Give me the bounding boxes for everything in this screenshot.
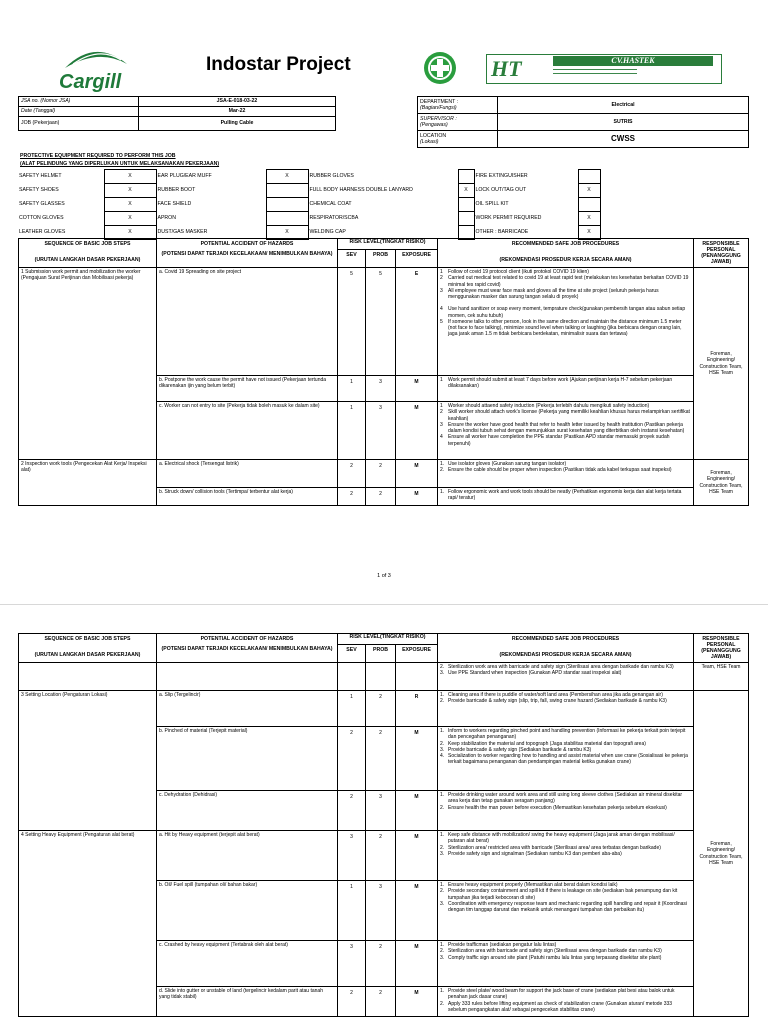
procedure-item [440, 988, 691, 1001]
ppe-item-label: CHEMICAL COAT [309, 201, 352, 208]
procedure-item [440, 1001, 691, 1014]
info-value: Mar-22 [139, 107, 336, 117]
ppe-item-label: RUBBER BOOT [157, 187, 196, 194]
ppe-checkbox [458, 198, 474, 212]
hazard-cell: c. Crashed by heavy equipment (Tertabrak oleh alat berat) [157, 941, 338, 987]
table-row [19, 663, 749, 691]
job-info-table [18, 96, 336, 131]
exposure-cell: E [396, 268, 438, 376]
procedure-item [440, 409, 691, 422]
procedure-number: 3. [440, 850, 445, 857]
ppe-checkbox: X [578, 184, 600, 198]
procedure-item [440, 467, 691, 473]
procedure-text: Follow of covid 19 protocol client (ikuti protokol COVID 19 klien) [448, 269, 589, 275]
hastek-company-name: CV.HASTEK [553, 56, 713, 66]
procedure-cell [438, 376, 694, 402]
procedure-item [440, 955, 691, 961]
info-value: JSA-E-018-03-22 [139, 97, 336, 107]
procedure-cell [438, 727, 694, 791]
procedure-number: 1. [440, 792, 445, 798]
prob-cell: 2 [366, 727, 396, 791]
exposure-cell: M [396, 987, 438, 1017]
job-step-cell: 4 Setting Heavy Equipment (Pengaturan alat berat) [19, 831, 157, 1017]
prob-cell: 3 [366, 402, 396, 460]
procedure-item [440, 319, 691, 338]
ppe-item-label: RESPIRATOR/SCBA [309, 215, 359, 222]
procedure-text: Provide trafficman (sediakan pengatur lalu lintas) [448, 942, 557, 948]
procedure-text: Apply 333 rules before lifting equipment as check of stabilization crane (Gunakan aturan/ metode 333 sebelum pengangkatan alat/ sebagai pengecekan stabilitas crane) [448, 1000, 673, 1013]
ppe-checkbox [266, 198, 308, 212]
exposure-cell: M [396, 727, 438, 791]
ppe-checkbox [458, 170, 474, 184]
col-header-sev: SEV [338, 645, 366, 663]
procedure-text: Comply traffic sign around site plant (Patuhi rambu lalu lintas yang terpasang disekitar site plant) [448, 954, 662, 961]
col-header-procedure: RECOMMENDED SAFE JOB PROCEDURES (REKOMENDASI PROSEDUR KERJA SECARA AMAN) [438, 634, 694, 663]
procedure-item [440, 805, 691, 811]
procedure-cell [438, 663, 694, 691]
procedure-text: Use isolator gloves (Gunakan sarung tangan isolator) [448, 461, 567, 467]
cargill-logo-text: Cargill [59, 71, 122, 93]
procedure-text: Cleaning area if there is puddle of water/soft land area (Pembersihan area jika ada genangan air) [448, 692, 663, 698]
prob-cell: 2 [366, 987, 396, 1017]
procedure-number: 3. [440, 954, 445, 961]
procedure-text: Provide barricade & safety sign (Sediakan barikade & rambu K3) [448, 746, 592, 753]
col-header-prob: PROB [366, 645, 396, 663]
ppe-item-label: FACE SHIELD [157, 201, 192, 208]
page-title: Indostar Project [206, 54, 351, 75]
procedure-item [440, 422, 691, 435]
ppe-item-label: EAR PLUG/EAR MUFF [157, 173, 212, 180]
hazard-cell: d. Slide into gutter or unstable of land (tergelincir kedalam parit atau tanah yang tidak stabil) [157, 987, 338, 1017]
responsible-cell: Team, HSE Team [694, 663, 749, 691]
col-header-risk: RISK LEVEL(TINGKAT RISIKO) [338, 239, 438, 250]
col-header-exposure: EXPOSURE [396, 645, 438, 663]
prob-cell: 2 [366, 460, 396, 488]
info-label: LOCATION [420, 132, 447, 139]
info-label: Date (Tanggal) [19, 107, 139, 117]
procedure-cell [438, 268, 694, 376]
info-label: JSA no. (Nomor JSA) [19, 97, 139, 107]
procedure-number: 1. [440, 988, 445, 994]
ppe-item-label: SAFETY SHOES [19, 187, 59, 194]
hazard-cell: a. Covid 19 Spreading on site project [157, 268, 338, 376]
procedure-text: Provide safety sign and signalman (Sediakan rambu K3 dan pemberi aba-aba) [448, 850, 622, 857]
ppe-table [18, 169, 749, 240]
exposure-cell: M [396, 831, 438, 881]
table-row [19, 268, 749, 376]
sev-cell: 3 [338, 941, 366, 987]
prob-cell: 3 [366, 881, 396, 941]
procedure-cell [438, 881, 694, 941]
info-value: Pulling Cable [139, 117, 336, 131]
exposure-cell: M [396, 881, 438, 941]
procedure-text: Use hand sanitizer or soap every moment, temprature check(gunakan pembersih tangan atau sabun setiap momen, cek suhu tubuh) [448, 306, 686, 319]
procedure-text: Skill worker should attach work's license (Pekerja yang memiliki keahlian khusus harus melampirkan sertifikat keahlian) [448, 409, 690, 422]
col-header-exposure: EXPOSURE [396, 250, 438, 268]
responsible-cell: Foreman, Engineering/ Construction Team, HSE Team [694, 268, 749, 460]
procedure-cell [438, 941, 694, 987]
procedure-number: 1 [440, 269, 443, 275]
responsible-cell: Foreman, Engineering/ Construction Team, HSE Team [694, 691, 749, 1017]
ppe-heading: PROTECTIVE EQUIPMENT REQUIRED TO PERFORM THIS JOB [20, 153, 176, 159]
procedure-text: Provide barricade & safety sign (slip, trip, fall, swing crane hazard (Sediakan barikade & rambu K3) [448, 698, 667, 705]
ppe-item-label: WORK PERMIT REQUIRED [475, 215, 542, 222]
hazard-cell: a. Slip (Tergelincir) [157, 691, 338, 727]
sev-cell: 2 [338, 488, 366, 506]
ppe-checkbox [266, 212, 308, 226]
procedure-cell [438, 791, 694, 831]
info-label: DEPARTMENT : [420, 98, 459, 105]
procedure-number: 1. [440, 489, 445, 495]
col-header-sequence: SEQUENCE OF BASIC JOB STEPS (URUTAN LANGKAH DASAR PEKERJAAN) [19, 634, 157, 663]
ppe-checkbox [578, 198, 600, 212]
sev-cell: 5 [338, 268, 366, 376]
col-header-sequence: SEQUENCE OF BASIC JOB STEPS (URUTAN LANGKAH DASAR PEKERJAAN) [19, 239, 157, 268]
ppe-checkbox: X [458, 184, 474, 198]
hazard-cell: a. Electrical shock (Tersengat listrik) [157, 460, 338, 488]
procedure-text: Sterilization work area with barricade and safety sign (Sterilisasi area dengan barikade dan rambu K3) [448, 664, 674, 670]
info-row-department [418, 97, 749, 114]
info-sublabel: (Lokasi) [420, 139, 439, 145]
hastek-logo-letters: HT [491, 56, 522, 81]
table-row [19, 460, 749, 488]
exposure-cell: M [396, 941, 438, 987]
procedure-number: 1. [440, 461, 445, 467]
procedure-number: 1. [440, 942, 445, 948]
procedure-cell [438, 460, 694, 488]
hazard-cell: b. Struck down/ collision tools (Tertimpa/ terbentur alat kerja) [157, 488, 338, 506]
procedure-item [440, 792, 691, 805]
responsible-cell: Foreman, Engineering/ Construction Team, HSE Team [694, 460, 749, 506]
ppe-item-label: DUST/GAS MASKER [157, 229, 208, 236]
procedure-text: Provide steel plate/ wood beam for support the jack base of crane (sediakan plat besi atau balok untuk penahan jack dasar crane) [448, 988, 675, 1001]
procedure-number: 1. [440, 692, 445, 698]
procedure-cell [438, 987, 694, 1017]
jsa-table-page-1 [18, 238, 749, 506]
col-header-procedure: RECOMMENDED SAFE JOB PROCEDURES (REKOMENDASI PROSEDUR KERJA SECARA AMAN) [438, 239, 694, 268]
procedure-number: 2. [440, 664, 445, 670]
procedure-text: Socialization to worker regarding how to handling and assist material when use crane (Sosialisasi ke pekerja terkait bagaimana penanganan dan pendampingan material ketika gunakan crane) [448, 753, 688, 766]
ppe-checkbox: X [266, 170, 308, 184]
procedure-text: Inform to workers regarding pinched point and handling prevention (Informasi ke pekerja terkait poin terjepit dan pencegahan penanganan) [448, 728, 686, 741]
procedure-number: 2. [440, 1000, 445, 1007]
ppe-row [18, 212, 748, 226]
info-value: SUTRIS [498, 114, 749, 131]
procedure-cell [438, 831, 694, 881]
procedure-number: 1. [440, 728, 445, 734]
prob-cell [366, 663, 396, 691]
ppe-item-label: RUBBER GLOVES [309, 173, 354, 180]
procedure-item [440, 489, 691, 502]
page-2 [0, 604, 768, 1024]
prob-cell: 2 [366, 488, 396, 506]
job-step-cell: 2 Inspection work tools (Pengecekan Alat Kerja/ Inspeksi alat) [19, 460, 157, 506]
sev-cell: 3 [338, 831, 366, 881]
col-header-hazard: POTENTIAL ACCIDENT OF HAZARDS (POTENSI DAPAT TERJADI KECELAKAAN/ MENIMBULKAN BAHAYA) [157, 634, 338, 663]
exposure-cell: M [396, 488, 438, 506]
ppe-checkbox [458, 212, 474, 226]
exposure-cell: M [396, 376, 438, 402]
exposure-cell: M [396, 402, 438, 460]
procedure-number: 3. [440, 900, 445, 907]
sev-cell: 2 [338, 727, 366, 791]
exposure-cell: M [396, 460, 438, 488]
info-sublabel: (Bagian/Fungsi) [420, 105, 457, 111]
department-info-table [417, 96, 749, 148]
hazard-cell: b. Pinched of material (Terjepit material) [157, 727, 338, 791]
job-step-cell: 1 Submission work permit and mobilization the worker (Pengajuan Surat Perijinan dan Mobilisasi pekerja) [19, 268, 157, 460]
page-number: 1 of 3 [377, 573, 391, 579]
prob-cell: 3 [366, 791, 396, 831]
table-row [19, 691, 749, 727]
col-header-responsible: RESPONSIBLE PERSONAL (PENANGGUNG JAWAB) [694, 239, 749, 268]
procedure-text: Ensure the cable should be proper when inspection (Pastikan tidak ada kabel terkupas saat inspeksi) [448, 467, 672, 474]
ppe-checkbox: X [104, 226, 156, 240]
procedure-text: Ensure the worker have good health that refer to health letter issued by health institution (Pastikan pekerja dalam kondisi tubuh sehat dengan menunjukkan surat kesehatan yang diterbitkan oleh instansi kesehatan) [448, 421, 685, 434]
procedure-text: Coordination with emergency response team and mechanic regarding spill handling and repair it (Koordinasi dengan tim tanggap darurat dan mekanik untuk menangani tumpahan dan perbaikan itu) [448, 900, 688, 913]
prob-cell: 2 [366, 831, 396, 881]
col-header-risk: RISK LEVEL(TINGKAT RISIKO) [338, 634, 438, 645]
procedure-text: Ensure all worker have completion the PPE standar (Pastikan APD standar memasuki proyek sudah terpenuhi) [448, 434, 670, 447]
procedure-text: All employee must wear face mask and gloves all the time at site project (seluruh pekerja harus menggunakan masker dan sarung tangan selalu di proyek) [448, 287, 659, 300]
ppe-item-label: APRON [157, 215, 176, 222]
safety-cross-icon [422, 50, 458, 86]
procedure-item [440, 288, 691, 301]
prob-cell: 2 [366, 941, 396, 987]
ppe-item-label: OIL SPILL KIT [475, 201, 509, 208]
procedure-item [440, 306, 691, 319]
ppe-item-label: LOCK OUT/TAG OUT [475, 187, 527, 194]
procedure-item [440, 851, 691, 857]
ppe-row [18, 170, 748, 184]
procedure-number: 1 [440, 377, 443, 383]
procedure-text: Follow ergonomic work and work tools should be neatly (Perhatikan ergonomis kerja dan alat kerja tertata rapi/ teratur) [448, 489, 682, 502]
procedure-text: If someone talks to other person, look in the same direction and maintain the distance minimum 1.5 meter (not face to face talking), minimize sound level when talking or laughing (jika berbicara dengan orang lain, jaga jarak aman 1.5 m tidak berbicara berdekatan, minimalisir suara dan tertawa) [448, 318, 682, 338]
procedure-number: 2. [440, 467, 445, 474]
info-row-supervisor [418, 114, 749, 131]
procedure-number: 4 [440, 434, 443, 441]
procedure-item [440, 434, 691, 447]
procedure-number: 2 [440, 275, 443, 282]
ppe-item-label: COTTON GLOVES [19, 215, 64, 222]
procedure-cell [438, 488, 694, 506]
procedure-number: 3. [440, 670, 445, 677]
ppe-item-label: LEATHER GLOVES [19, 229, 66, 236]
sev-cell: 2 [338, 460, 366, 488]
ppe-checkbox: X [104, 212, 156, 226]
procedure-number: 5 [440, 318, 443, 325]
ppe-checkbox [578, 170, 600, 184]
exposure-cell [396, 663, 438, 691]
procedure-item [440, 832, 691, 845]
procedure-text: Keep stabilization the material and topograph (Jaga stabilitas material dan topografi area) [448, 740, 646, 747]
procedure-item [440, 670, 691, 676]
procedure-text: Sterilization area with barricade and safety sign (Sterilisasi area dengan barikade dan rambu K3) [448, 948, 662, 955]
procedure-number: 4 [440, 306, 443, 313]
sev-cell: 2 [338, 791, 366, 831]
procedure-text: Use PPE Standard when inspection (Gunakan APD standar saat inspeksi alat) [448, 670, 622, 677]
table-row [19, 831, 749, 881]
ppe-heading-id: (ALAT PELINDUNG YANG DIPERLUKAN UNTUK MELAKSANAKAN PEKERJAAN) [20, 161, 220, 167]
procedure-number: 2 [440, 409, 443, 416]
hastek-address-lines: ▬▬▬▬▬▬▬▬▬▬▬▬▬▬▬▬▬▬▬▬▬▬▬▬▬▬▬▬ ▬▬▬▬▬▬▬▬▬▬▬▬▬▬▬▬▬▬▬▬▬▬▬▬▬▬▬▬ [553, 67, 637, 75]
info-value: Electrical [498, 97, 749, 114]
procedure-text: Ensure health the man power before execution (Memastikan kesehatan pekerja sebelum eksekusi) [448, 804, 667, 811]
procedure-item [440, 901, 691, 914]
hazard-cell: b. Oil/ Fuel spill (tumpahan oli/ bahan bakar) [157, 881, 338, 941]
ppe-item-label: SAFETY GLASSES [19, 201, 65, 208]
info-label: SUPERVISOR : [420, 115, 457, 122]
sev-cell [338, 663, 366, 691]
hazard-cell: b. Postpone the work cause the permit have not issued (Pekerjaan tertunda dikarenakan ijin yang belum terbit) [157, 376, 338, 402]
procedure-number: 2. [440, 844, 445, 851]
procedure-cell [438, 402, 694, 460]
ppe-item-label: FULL BODY HARNESS DOUBLE LANYARD [309, 187, 413, 194]
procedure-item [440, 698, 691, 704]
procedure-item [440, 275, 691, 288]
ppe-checkbox: X [104, 184, 156, 198]
prob-cell: 5 [366, 268, 396, 376]
ppe-item-label: OTHER : BARRICADE [475, 229, 529, 236]
job-step-cell: 3 Setting Location (Pengaturan Lokasi) [19, 691, 157, 831]
sev-cell: 1 [338, 402, 366, 460]
prob-cell: 2 [366, 691, 396, 727]
procedure-number: 3 [440, 421, 443, 428]
info-label: JOB (Pekerjaan) [19, 117, 139, 131]
hazard-cell [157, 663, 338, 691]
procedure-cell [438, 691, 694, 727]
job-step-cell [19, 663, 157, 691]
procedure-number: 2. [440, 888, 445, 895]
info-row-location [418, 131, 749, 148]
info-sublabel: (Pengawas) [420, 122, 448, 128]
ppe-checkbox: X [578, 212, 600, 226]
prob-cell: 3 [366, 376, 396, 402]
jsa-table-page-2 [18, 633, 749, 1017]
ppe-checkbox: X [104, 198, 156, 212]
procedure-number: 1. [440, 832, 445, 838]
hazard-cell: c. Worker can not entry to site (Pekerja tidak boleh masuk ke dalam site) [157, 402, 338, 460]
col-header-sev: SEV [338, 250, 366, 268]
procedure-item [440, 888, 691, 901]
hastek-logo [486, 54, 722, 84]
procedure-number: 2. [440, 740, 445, 747]
info-value: CWSS [498, 131, 749, 148]
ppe-checkbox [266, 184, 308, 198]
procedure-number: 3. [440, 746, 445, 753]
cargill-logo [55, 42, 135, 94]
procedure-text: Carried out medical test related to covid 19 at least rapid test (melakukan tes kesehatan berkaitan COVID 19 minimal tes rapid covid) [448, 275, 689, 288]
procedure-text: Provide secondary containment and spill kit if there is leakage on site (sediakan bak penampung dan kit tumpahan jika terjadi kebocoran di site) [448, 888, 678, 901]
sev-cell: 1 [338, 881, 366, 941]
ppe-checkbox: X [578, 226, 600, 240]
sev-cell: 1 [338, 691, 366, 727]
procedure-number: 3 [440, 287, 443, 294]
hazard-cell: c. Dehydration (Dehidrasi) [157, 791, 338, 831]
procedure-text: Worker should attaend safety induction (Pekerja terlebih dahulu mengikuti safety induction) [448, 403, 650, 409]
exposure-cell: R [396, 691, 438, 727]
ppe-item-label: FIRE EXTINGUISHER [475, 173, 528, 180]
col-header-hazard: POTENTIAL ACCIDENT OF HAZARDS (POTENSI DAPAT TERJADI KECELAKAAN/ MENIMBULKAN BAHAYA) [157, 239, 338, 268]
ppe-item-label: WELDING CAP [309, 229, 346, 236]
info-row-jsa [19, 97, 336, 107]
info-row-job [19, 117, 336, 131]
info-row-date [19, 107, 336, 117]
ppe-checkbox: X [104, 170, 156, 184]
ppe-item-label: SAFETY HELMET [19, 173, 62, 180]
procedure-number: 2. [440, 804, 445, 811]
procedure-item [440, 377, 691, 390]
hazard-cell: a. Hit by Heavy equipment (terjepit alat berat) [157, 831, 338, 881]
col-header-responsible: RESPONSIBLE PERSONAL (PENANGGUNG JAWAB) [694, 634, 749, 663]
sev-cell: 1 [338, 376, 366, 402]
procedure-number: 4. [440, 753, 445, 759]
col-header-prob: PROB [366, 250, 396, 268]
ppe-row [18, 184, 748, 198]
procedure-text: Keep safe distance with mobilization/ swing the heavy equipment (Jaga jarak aman dengan mobilisasi/ putaran alat berat) [448, 832, 675, 845]
ppe-checkbox: X [266, 226, 308, 240]
sev-cell: 2 [338, 987, 366, 1017]
procedure-text: Work permit should submit at least 7 days before work (Ajukan perijinan kerja H-7 sebelum pekerjaan dilaksanakan) [448, 377, 673, 390]
procedure-number: 2. [440, 698, 445, 705]
procedure-number: 1. [440, 882, 445, 888]
ppe-row [18, 198, 748, 212]
procedure-text: Ensure heavy equipment properly (Memastikan alat berat dalam kondisi laik) [448, 882, 618, 888]
procedure-text: Sterilization area/ restricted area with barricade (Sterilisasi area/ area terbatas dengan barikade) [448, 844, 661, 851]
procedure-item [440, 753, 691, 766]
procedure-text: Provide drinking water around work area and still using long sleeve clothes (Sediakan air mineral disekitar area kerja dan tetap gunakan seragam panjang) [448, 792, 683, 805]
procedure-number: 2. [440, 948, 445, 955]
procedure-number: 1 [440, 403, 443, 409]
exposure-cell: M [396, 791, 438, 831]
procedure-item [440, 728, 691, 741]
